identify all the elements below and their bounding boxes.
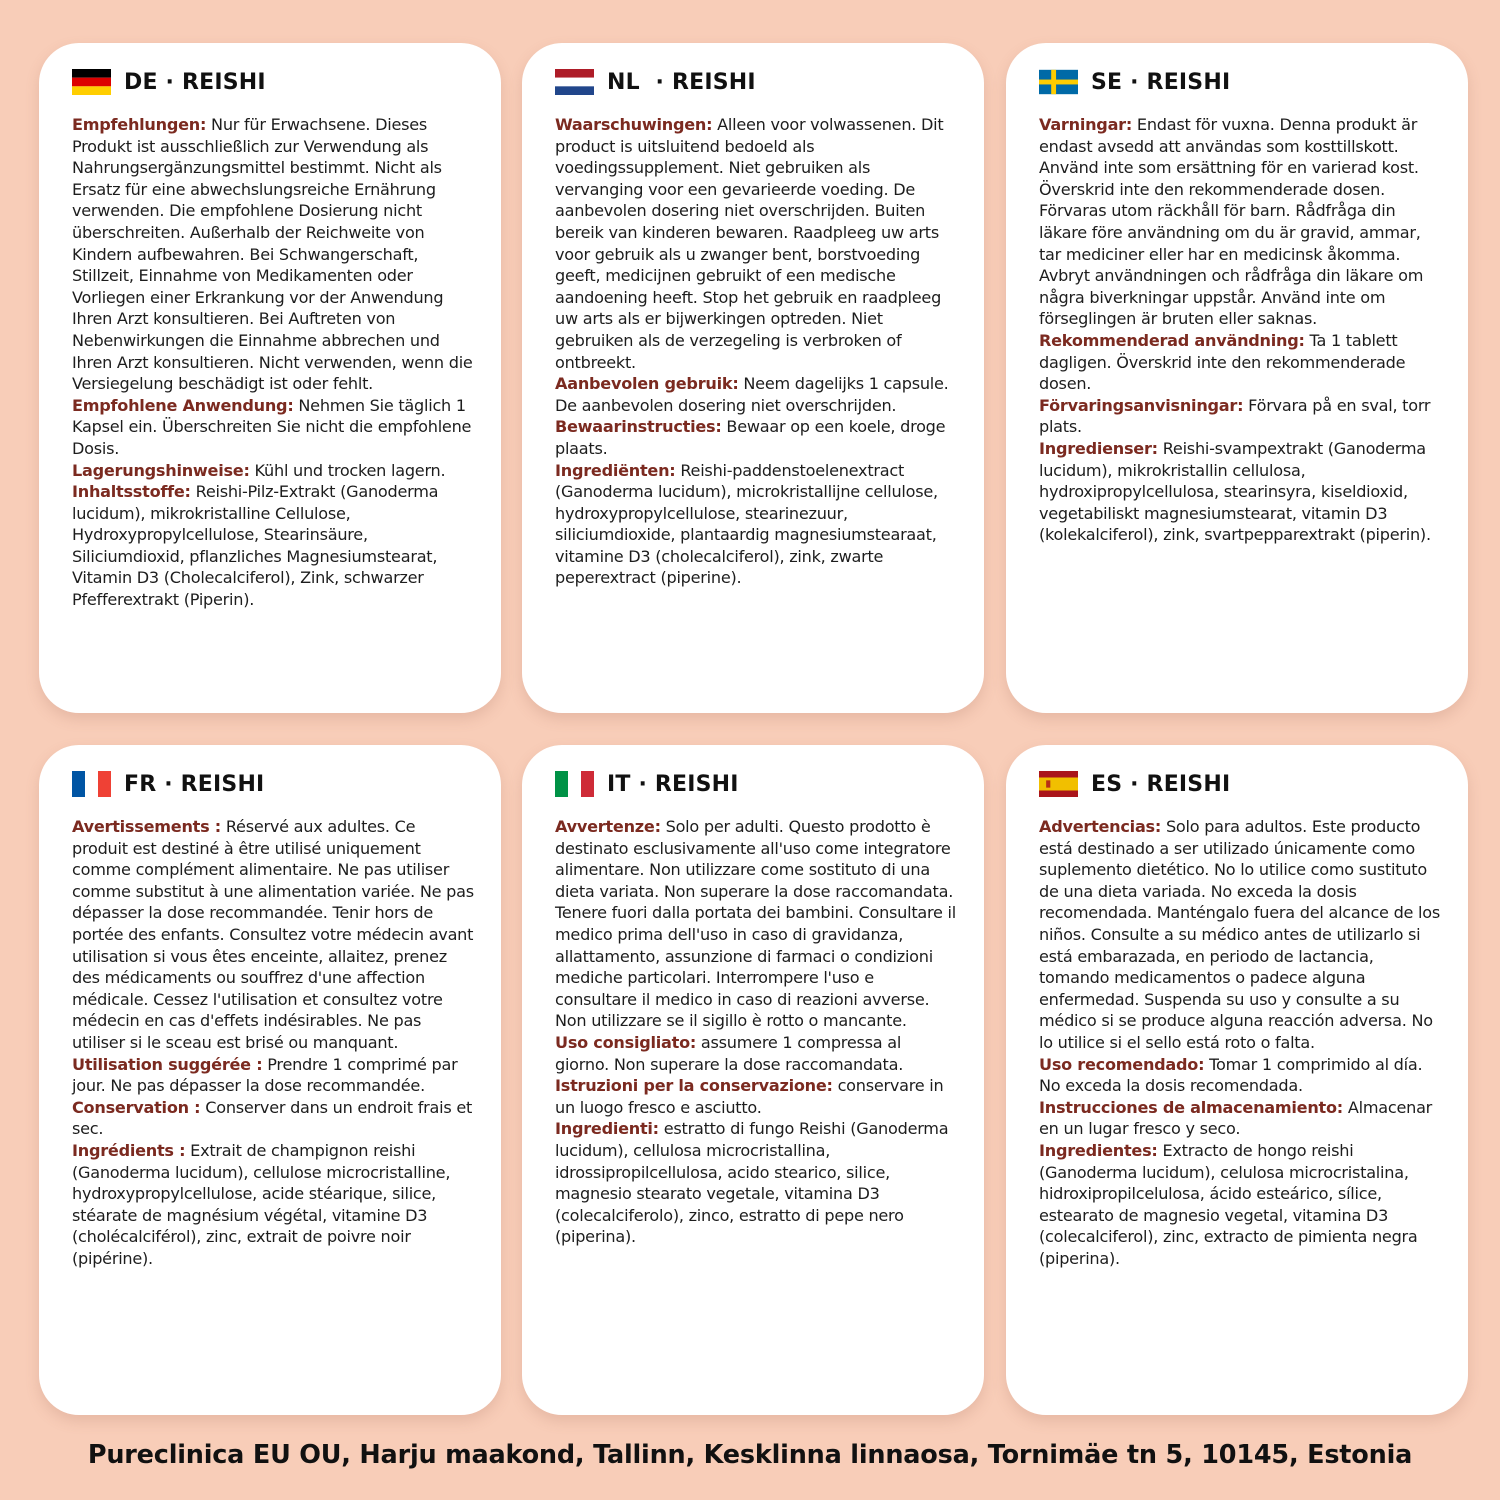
section-label: Uso recomendado: bbox=[1039, 1054, 1205, 1074]
section-text: Ta 1 tablett dagligen. Överskrid inte den rekommenderade dosen. bbox=[1039, 330, 1406, 394]
section-label: Rekommenderad användning: bbox=[1039, 330, 1305, 350]
flag-france-icon bbox=[72, 771, 111, 797]
section-ingredients bbox=[72, 481, 475, 611]
section-usage bbox=[555, 1032, 958, 1075]
flag-sweden-icon bbox=[1039, 69, 1078, 95]
section-text: Förvara på en sval, torr plats. bbox=[1039, 395, 1431, 437]
section-label: Inhaltsstoffe: bbox=[72, 482, 191, 502]
section-warnings bbox=[555, 816, 958, 1032]
card-body bbox=[555, 816, 958, 1248]
card-body bbox=[72, 816, 475, 1269]
flag-spain-icon bbox=[1039, 771, 1078, 797]
card-body bbox=[1039, 114, 1442, 546]
card-header bbox=[72, 67, 475, 97]
section-storage bbox=[555, 416, 958, 459]
section-text: Reishi-Pilz-Extrakt (Ganoderma lucidum), mikrokristalline Cellulose, Hydroxypropylcellulose, Stearinsäure, Siliciumdioxid, pflanzliches Magnesiumstearat, Vitamin D3 (Cholecalciferol), Zink, schwarzer Pfefferextrakt (Piperin). bbox=[72, 482, 439, 610]
section-text: Extrait de champignon reishi (Ganoderma lucidum), cellulose microcristalline, hydroxypropylcellulose, acide stéarique, silice, stéarate de magnésium végétal, vitamine D3 (cholécalciférol), zinc, extrait de poivre noir (pipérine). bbox=[72, 1140, 451, 1268]
card-header bbox=[555, 769, 958, 799]
section-text: estratto di fungo Reishi (Ganoderma lucidum), cellulosa microcristallina, idrossipropilcellulosa, acido stearico, silice, magnesio stearato vegetale, vitamina D3 (colecalciferolo), zinco, estratto di pepe nero (piperina). bbox=[555, 1119, 949, 1247]
section-label: Uso consigliato: bbox=[555, 1032, 697, 1052]
section-label: Förvaringsanvisningar: bbox=[1039, 395, 1244, 415]
section-label: Aanbevolen gebruik: bbox=[555, 374, 739, 394]
section-text: Bewaar op een koele, droge plaats. bbox=[555, 417, 946, 458]
section-label: Conservation : bbox=[72, 1097, 201, 1117]
card-header bbox=[72, 769, 475, 799]
section-label: Varningar: bbox=[1039, 115, 1133, 134]
section-text: Conserver dans un endroit frais et sec. bbox=[72, 1097, 473, 1139]
section-text: Solo para adultos. Este producto está destinado a ser utilizado únicamente como suplemento dietético. No lo utilice como sustituto de una dieta variada. No exceda la dosis recomendada. Manténgalo fuera del alcance de los niños. Consulte a su médico antes de utilizarlo si está embarazada, en periodo de lactancia, tomando medicamentos o padece alguna enfermedad. Suspenda su uso y consulte a su médico si se produce alguna reacción adversa. No lo utilice si el sello está roto o falta. bbox=[1039, 817, 1441, 1052]
section-label: Ingrédients : bbox=[72, 1140, 186, 1160]
card-de bbox=[39, 43, 501, 713]
section-usage bbox=[1039, 330, 1442, 395]
section-ingredients bbox=[1039, 438, 1442, 546]
section-text: Extracto de hongo reishi (Ganoderma lucidum), celulosa microcristalina, hidroxipropilcelulosa, ácido esteárico, sílice, estearato de magnesio vegetal, vitamina D3 (colecalciferol), zinc, extracto de pimienta negra (piperina). bbox=[1039, 1140, 1418, 1268]
section-label: Ingredienser: bbox=[1039, 438, 1158, 458]
section-warnings bbox=[1039, 816, 1442, 1054]
section-label: Utilisation suggérée : bbox=[72, 1054, 263, 1074]
section-text: Reishi-svampextrakt (Ganoderma lucidum), mikrokristallin cellulosa, hydroxipropylcellulosa, stearinsyra, kiseldioxid, vegetabiliskt magnesiumstearat, vitamin D3 (kolekalciferol), zink, svartpepparextrakt (piperin). bbox=[1039, 438, 1431, 545]
section-text: Almacenar en un lugar fresco y seco. bbox=[1039, 1097, 1433, 1139]
card-it bbox=[522, 745, 984, 1415]
section-text: Kühl und trocken lagern. bbox=[249, 460, 446, 480]
section-label: Waarschuwingen: bbox=[555, 115, 713, 134]
card-body bbox=[555, 114, 958, 589]
section-storage bbox=[1039, 395, 1442, 438]
card-title: DE · REISHI bbox=[124, 69, 266, 95]
section-ingredients bbox=[1039, 1140, 1442, 1270]
section-text: Neem dagelijks 1 capsule. De aanbevolen dosering niet overschrijden. bbox=[555, 374, 949, 415]
section-warnings bbox=[1039, 114, 1442, 330]
section-usage bbox=[1039, 1054, 1442, 1097]
card-header bbox=[1039, 769, 1442, 799]
card-header bbox=[555, 67, 958, 97]
card-title: FR · REISHI bbox=[124, 771, 265, 797]
section-text: Reishi-paddenstoelenextract (Ganoderma lucidum), microkristallijne cellulose, hydroxypropylcellulose, stearinezuur, siliciumdioxide, plantaardig magnesiumstearaat, vitamine D3 (cholecalciferol), zink, zwarte peperextract (piperine). bbox=[555, 460, 938, 588]
section-label: Advertencias: bbox=[1039, 817, 1162, 836]
card-fr bbox=[39, 745, 501, 1415]
section-label: Empfohlene Anwendung: bbox=[72, 395, 294, 415]
section-text: Nur für Erwachsene. Dieses Produkt ist ausschließlich zur Verwendung als Nahrungsergänzungsmittel bestimmt. Nicht als Ersatz für eine abwechslungsreiche Ernährung verwenden. Die empfohlene Dosierung nicht überschreiten. Außerhalb der Reichweite von Kindern aufbewahren. Bei Schwangerschaft, Stillzeit, Einnahme von Medikamenten oder Vorliegen einer Erkrankung vor der Anwendung Ihren Arzt konsultieren. Bei Auftreten von Nebenwirkungen die Einnahme abbrechen und Ihren Arzt konsultieren. Nicht verwenden, wenn die Versiegelung beschädigt ist oder fehlt. bbox=[72, 115, 473, 394]
card-title: ES · REISHI bbox=[1091, 771, 1231, 797]
section-text: assumere 1 compressa al giorno. Non superare la dose raccomandata. bbox=[555, 1032, 904, 1074]
section-text: Alleen voor volwassenen. Dit product is uitsluitend bedoeld als voedingssupplement. Niet gebruiken als vervanging voor een gevarieerde voeding. De aanbevolen dosering niet overschrijden. Buiten bereik van kinderen bewaren. Raadpleeg uw arts voor gebruik als u zwanger bent, borstvoeding geeft, medicijnen gebruikt of een medische aandoening heeft. Stop het gebruik en raadpleeg uw arts als er bijwerkingen optreden. Niet gebruiken als de verzegeling is verbroken of ontbreekt. bbox=[555, 115, 944, 372]
section-ingredients bbox=[555, 1118, 958, 1248]
section-warnings bbox=[72, 816, 475, 1054]
company-address-footer: Pureclinica EU OU, Harju maakond, Tallinn, Kesklinna linnaosa, Tornimäe tn 5, 10145, Estonia bbox=[87, 1440, 1413, 1470]
section-label: Ingredientes: bbox=[1039, 1140, 1158, 1160]
card-title: IT · REISHI bbox=[607, 771, 739, 797]
card-se bbox=[1006, 43, 1468, 713]
section-text: Endast för vuxna. Denna produkt är endast avsedd att användas som kosttillskott. Använd inte som ersättning för en varierad kost. Överskrid inte den rekommenderade dosen. Förvaras utom räckhåll för barn. Rådfråga din läkare före användning om du är gravid, ammar, tar mediciner eller har en medicinsk åkomma. Avbryt användningen och rådfråga din läkare om några biverkningar uppstår. Använd inte om förseglingen är bruten eller saknas. bbox=[1039, 115, 1424, 329]
section-ingredients bbox=[72, 1140, 475, 1270]
flag-netherlands-icon bbox=[555, 69, 594, 95]
card-es bbox=[1006, 745, 1468, 1415]
section-text: Prendre 1 comprimé par jour. Ne pas dépasser la dose recommandée. bbox=[72, 1054, 458, 1096]
section-label: Lagerungshinweise: bbox=[72, 460, 250, 480]
section-label: Instrucciones de almacenamiento: bbox=[1039, 1097, 1343, 1117]
section-text: Tomar 1 comprimido al día. No exceda la dosis recomendada. bbox=[1039, 1054, 1423, 1096]
section-storage bbox=[72, 1097, 475, 1140]
section-warnings bbox=[72, 114, 475, 395]
card-nl bbox=[522, 43, 984, 713]
section-text: conservare in un luogo fresco e asciutto. bbox=[555, 1076, 944, 1117]
section-text: Solo per adulti. Questo prodotto è destinato esclusivamente all'uso come integratore alimentare. Non utilizzare come sostituto di una dieta variata. Non superare la dose raccomandata. Tenere fuori dalla portata dei bambini. Consultare il medico prima dell'uso in caso di gravidanza, allattamento, assunzione di farmaci o condizioni mediche particolari. Interrompere l'uso e consultare il medico in caso di reazioni avverse. Non utilizzare se il sigillo è rotto o mancante. bbox=[555, 817, 956, 1031]
section-warnings bbox=[555, 114, 958, 373]
section-storage bbox=[1039, 1097, 1442, 1140]
section-usage bbox=[72, 395, 475, 460]
section-text: Nehmen Sie täglich 1 Kapsel ein. Überschreiten Sie nicht die empfohlene Dosis. bbox=[72, 395, 472, 458]
flag-italy-icon bbox=[555, 771, 594, 797]
section-label: Ingrediënten: bbox=[555, 460, 676, 480]
section-label: Istruzioni per la conservazione: bbox=[555, 1076, 833, 1096]
card-header bbox=[1039, 67, 1442, 97]
section-usage bbox=[555, 373, 958, 416]
section-usage bbox=[72, 1054, 475, 1097]
section-label: Bewaarinstructies: bbox=[555, 417, 722, 437]
card-body bbox=[1039, 816, 1442, 1269]
section-storage bbox=[555, 1075, 958, 1118]
section-label: Avvertenze: bbox=[555, 817, 661, 836]
card-title: NL · REISHI bbox=[607, 69, 756, 95]
flag-germany-icon bbox=[72, 69, 111, 95]
section-label: Empfehlungen: bbox=[72, 115, 207, 134]
section-text: Réservé aux adultes. Ce produit est destiné à être utilisé uniquement comme complément alimentaire. Ne pas utiliser comme substitut à une alimentation variée. Ne pas dépasser la dose recommandée. Tenir hors de portée des enfants. Consultez votre médecin avant utilisation si vous êtes enceinte, allaitez, prenez des médicaments ou souffrez d'une affection médicale. Cessez l'utilisation et consultez votre médecin en cas d'effets indésirables. Ne pas utiliser si le sceau est brisé ou manquant. bbox=[72, 817, 474, 1052]
section-label: Avertissements : bbox=[72, 817, 221, 836]
card-body bbox=[72, 114, 475, 611]
section-ingredients bbox=[555, 460, 958, 590]
section-storage bbox=[72, 460, 475, 482]
section-label: Ingredienti: bbox=[555, 1119, 659, 1139]
card-title: SE · REISHI bbox=[1091, 69, 1231, 95]
